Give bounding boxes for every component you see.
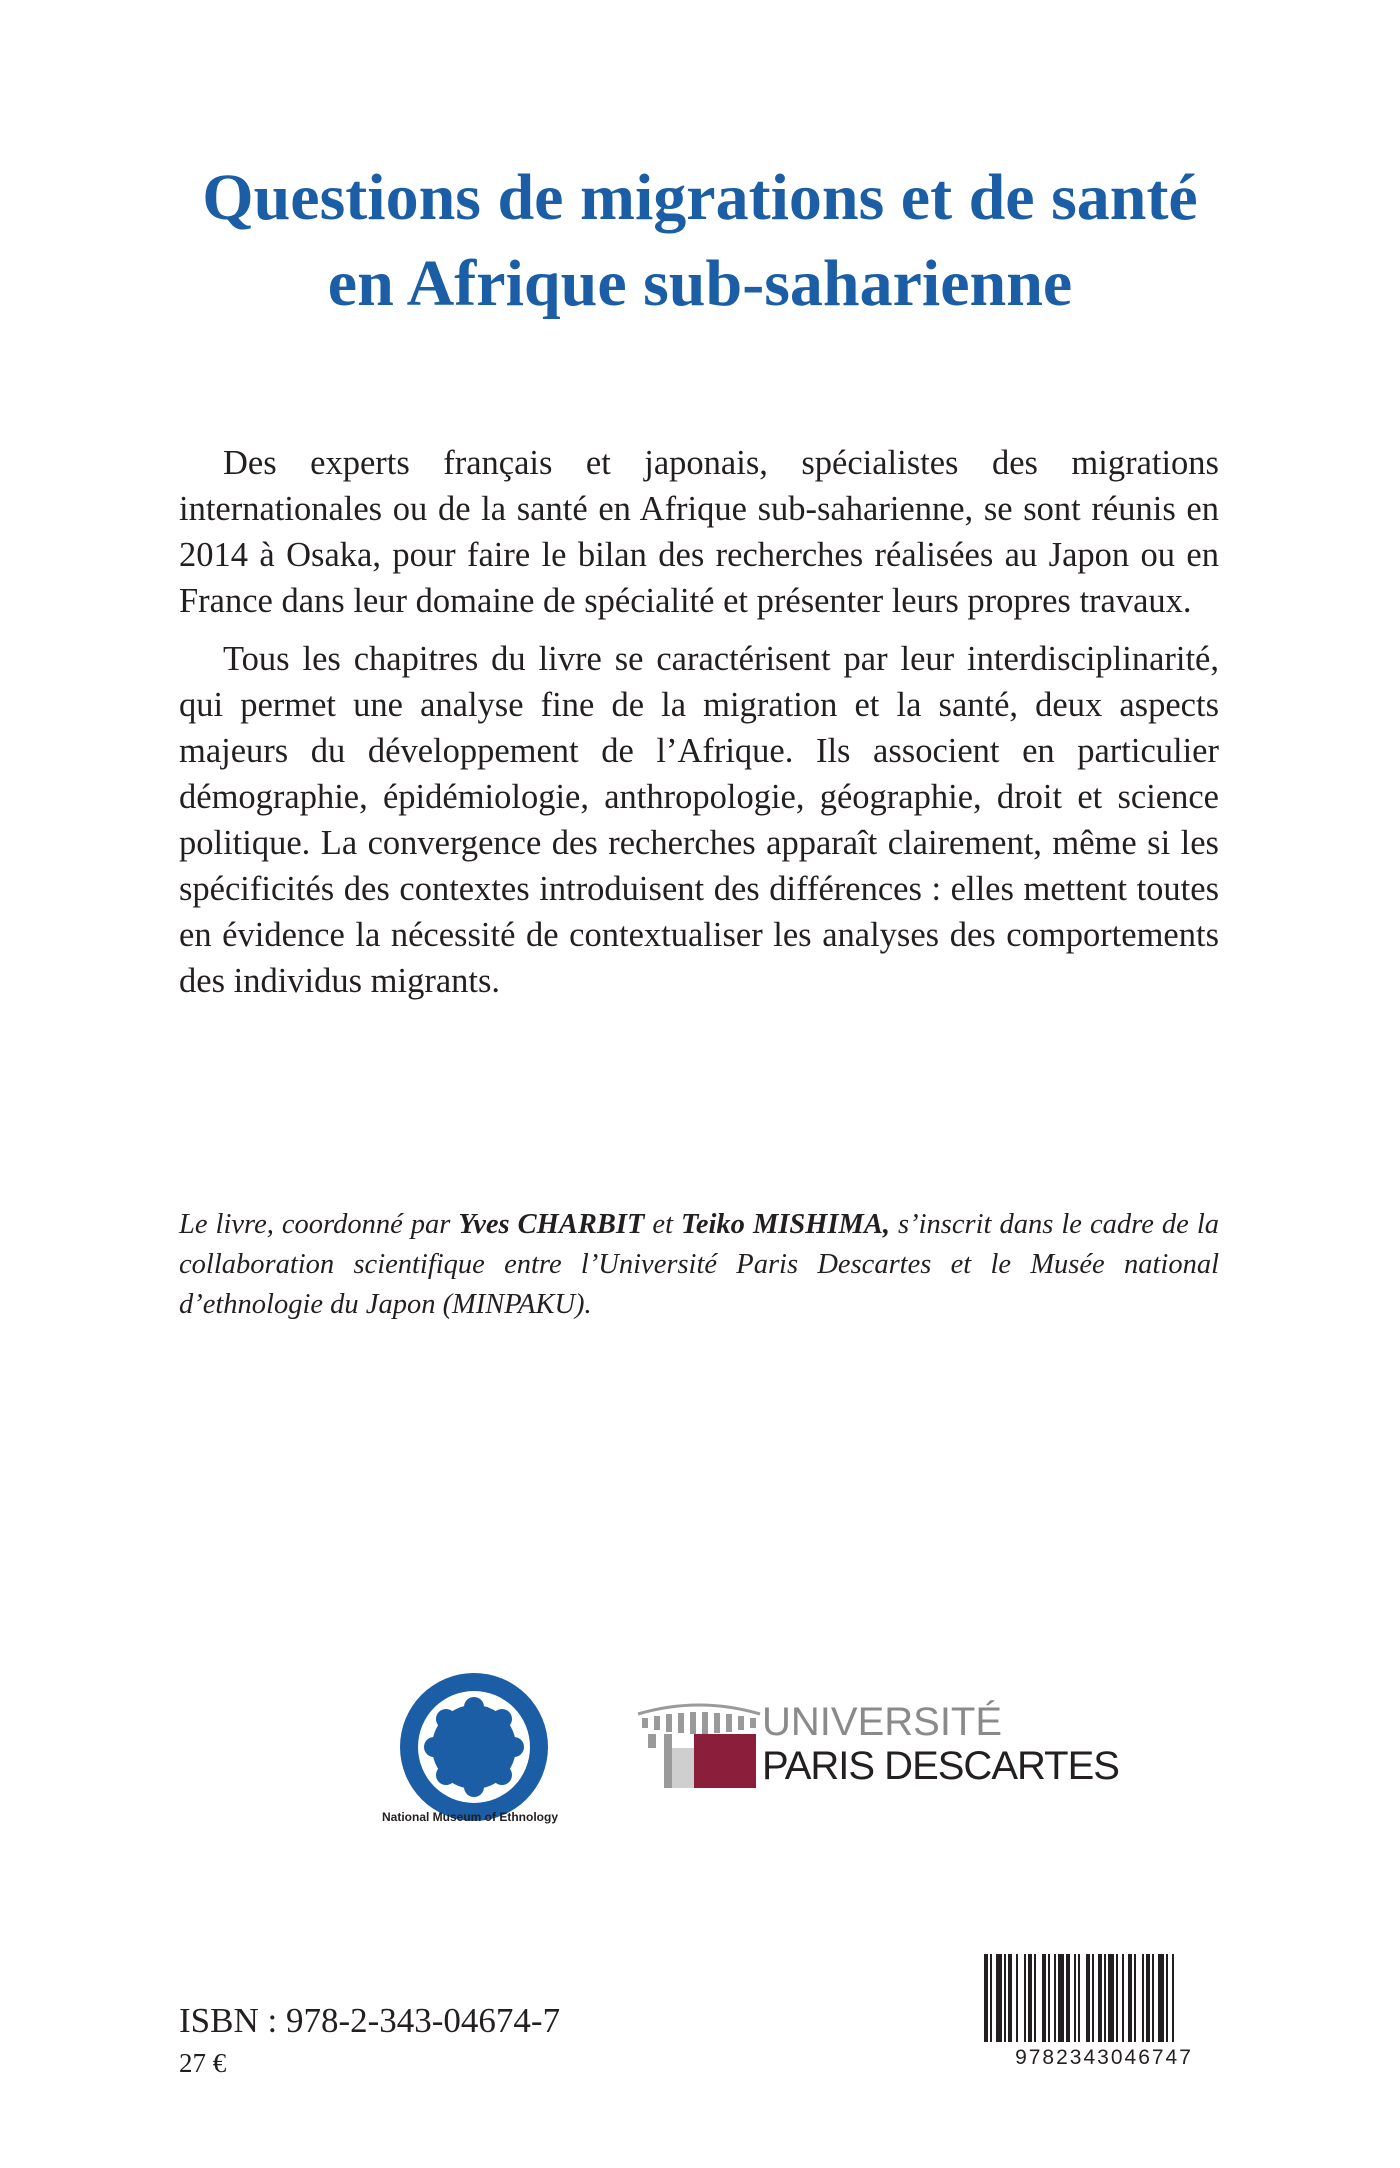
book-title-line1: Questions de migrations et de santé <box>202 161 1198 234</box>
editor-name-1: Yves CHARBIT <box>458 1209 645 1240</box>
barcode-bar <box>1152 1954 1154 2042</box>
university-logo-icon <box>634 1694 764 1794</box>
barcode-digits: 9782343046747 <box>1015 2046 1193 2069</box>
barcode <box>978 1950 1230 2070</box>
barcode-bars <box>978 1950 1230 2046</box>
barcode-bar <box>1024 1954 1026 2042</box>
barcode-bar <box>1098 1954 1102 2042</box>
barcode-bar <box>1016 1954 1018 2042</box>
barcode-bar <box>1074 1954 1076 2042</box>
isbn: ISBN : 978-2-343-04674-7 <box>179 2001 561 2040</box>
book-title-line2: en Afrique sub-saharienne <box>327 247 1073 320</box>
back-cover-blurb <box>179 440 1219 1016</box>
credit-prefix: Le livre, coordonné par <box>179 1209 459 1240</box>
barcode-bar <box>1092 1954 1094 2042</box>
barcode-bar <box>1116 1954 1118 2042</box>
credit-suffix: s’inscrit dans le cadre de la collaboration scientifique entre l’Université Paris Descartes et le Musée national d’ethnologie du Japon (MINPAKU). <box>179 1209 1220 1320</box>
barcode-bar <box>1086 1954 1090 2042</box>
barcode-bar <box>1172 1954 1174 2042</box>
barcode-bar <box>1104 1954 1106 2042</box>
editors-credit <box>179 1205 1219 1325</box>
price: 27 € <box>179 2048 227 2078</box>
barcode-bar <box>1128 1954 1132 2042</box>
barcode-bar <box>1122 1954 1124 2042</box>
barcode-bar <box>1004 1954 1006 2042</box>
credit-middle: et <box>644 1209 682 1240</box>
barcode-bar <box>1134 1954 1136 2042</box>
blurb-paragraph-1: Des experts français et japonais, spécialistes des migrations internationales ou de la santé en Afrique sub-saharienne, se sont réunis en 2014 à Osaka, pour faire le bilan des recherches réalisées au Japon ou en France dans leur domaine de spécialité et présenter leurs propres travaux. <box>179 444 1219 620</box>
university-wordmark <box>762 1700 1119 1788</box>
barcode-bar <box>1008 1954 1012 2042</box>
barcode-bar <box>1058 1954 1064 2042</box>
barcode-bar <box>1078 1954 1080 2042</box>
barcode-bar <box>990 1954 992 2042</box>
barcode-bar <box>1158 1954 1164 2042</box>
barcode-bar <box>1028 1954 1032 2042</box>
barcode-bar <box>1042 1954 1046 2042</box>
university-line2: PARIS DESCARTES <box>762 1744 1119 1788</box>
barcode-bar <box>1054 1954 1056 2042</box>
barcode-bar <box>1166 1954 1168 2042</box>
barcode-bar <box>1048 1954 1050 2042</box>
barcode-bar <box>1146 1954 1150 2042</box>
barcode-bar <box>984 1954 988 2042</box>
barcode-bar <box>1108 1954 1114 2042</box>
barcode-bar <box>1034 1954 1036 2042</box>
minpaku-caption: National Museum of Ethnology <box>382 1810 558 1824</box>
barcode-bar <box>996 1954 1002 2042</box>
barcode-bar <box>1142 1954 1144 2042</box>
editor-name-2: Teiko MISHIMA, <box>681 1209 890 1240</box>
book-title <box>100 155 1300 327</box>
barcode-bar <box>1066 1954 1070 2042</box>
blurb-paragraph-2: Tous les chapitres du livre se caractérisent par leur interdisciplinarité, qui permet une analyse fine de la migration et la santé, deux aspects majeurs du développement de l’Afrique. Ils associent en particulier démographie, épidémiologie, anthropologie, géographie, droit et science politique. La convergence des recherches apparaît clairement, même si les spécificités des contextes introduisent des différences : elles mettent toutes en évidence la nécessité de contextualiser les analyses des comportements des individus migrants. <box>179 640 1219 1000</box>
university-line1: UNIVERSITÉ <box>762 1700 1003 1744</box>
